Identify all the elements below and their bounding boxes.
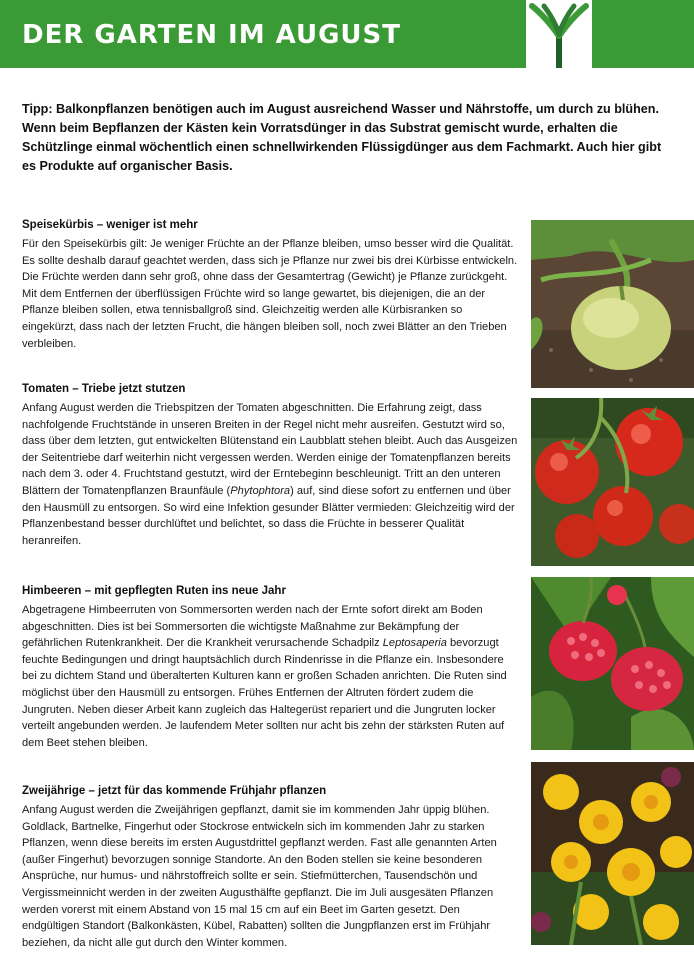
section-heading: Speisekürbis – weniger ist mehr — [22, 219, 198, 231]
section-heading: Himbeeren – mit gepflegten Ruten ins neue Jahr — [22, 585, 286, 597]
section-text: Anfang August werden die Triebspitzen der Tomaten abgeschnitten. Die Erfahrung zeigt, dass nachfolgende Fruchtstände in unseren Breiten in der Regel nicht mehr ausreifen. Gestutzt wird so, dass über dem letzten, gut entwickelten Blütenstand ein Laubblatt stehen bleibt. Auch das Ausgeizen der Seitentriebe darf weiterhin nicht vergessen werden. Werden einige der Tomatenpflanzen bereits nach dem 3. oder 4. Fruchtstand gestutzt, wird der Erntebeginn beschleunigt. Tritt an den unteren Blättern der Tomatenpflanzen Braunfäule (Phytophtora) auf, sind diese sofort zu entfernen und über den Hausmüll zu entsorgen. So wird eine Infektion gesunder Blätter vermieden: Gleichzeitig wird der Pflanzenbestand besser durchlüftet und belichtet, so dass die Früchte in besserer Qualität heranreifen. — [22, 402, 518, 547]
section-raspberry — [22, 583, 518, 751]
wallflower-photo — [531, 762, 694, 945]
section-tomato — [22, 381, 518, 549]
raspberry-photo — [531, 577, 694, 750]
section-heading: Tomaten – Triebe jetzt stutzen — [22, 383, 186, 395]
pumpkin-photo — [531, 220, 694, 388]
section-text: Anfang August werden die Zweijährigen gepflanzt, damit sie im kommenden Jahr üppig blühen. Goldlack, Bartnelke, Fingerhut oder Stockrose entwickeln sich im kommenden Jahr zu starken Pflanzen, wenn diese bereits im ersten Augustdrittel gepflanzt werden. Fast alle genannten Arten (außer Fingerhut) bevorzugen sonnige Standorte. An den Boden stellen sie keine besonderen Ansprüche, nur humus- und nährstoffreich sollte er sein. Stiefmütterchen, Tausendschön und Vergissmeinnicht werden in der zweiten Augusthälfte gepflanzt. Die im Juli ausgesäten Pflanzen werden vorerst mit einem Abstand von 15 mal 15 cm auf ein Beet im Garten gesetzt. Den endgültigen Standort (Balkonkästen, Kübel, Rabatten) sollten die Jungpflanzen erst im Frühjahr beziehen, da nicht alle gut durch den Winter kommen. — [22, 804, 497, 949]
section-text: Für den Speisekürbis gilt: Je weniger Früchte an der Pflanze bleiben, umso besser wird die Qualität. Es sollte deshalb darauf geachtet werden, dass sich je Pflanze nur zwei bis drei Kürbisse entwickeln. Die Früchte werden dann sehr groß, ohne dass der Gesamtertrag (Gewicht) je Pflanze zurückgeht. Mit dem Entfernen der überflüssigen Früchte wird so lange gewartet, bis diejenigen, die an der Pflanze bleiben sollen, etwa tennisballgroß sind. Gleichzeitig werden alle Kürbisranken so eingekürzt, dass nach der letzten Frucht, die hängen bleiben soll, noch zwei Blätter an den Trieben verbleiben. — [22, 238, 518, 350]
italic-term: Phytophtora — [230, 484, 291, 497]
tip-paragraph: Tipp: Balkonpflanzen benötigen auch im August ausreichend Wasser und Nährstoffe, um durch zu blühen. Wenn beim Bepflanzen der Kästen kein Vorratsdünger in das Substrat gemischt wurde, erhalten die Schützlinge einmal wöchentlich einen schnellwirkenden Flüssigdünger aus dem Fachmarkt. Auch hier gibt es Produkte auf organischer Basis. — [22, 102, 662, 173]
tomato-photo — [531, 398, 694, 566]
garden-logo-icon — [526, 0, 592, 68]
page-title: DER GARTEN IM AUGUST — [22, 20, 401, 50]
italic-term: Leptosaperia — [382, 637, 447, 650]
logo — [526, 0, 592, 68]
section-heading: Zweijährige – jetzt für das kommende Frühjahr pflanzen — [22, 785, 327, 797]
header-banner-right — [592, 6, 694, 66]
section-biennials — [22, 783, 518, 951]
section-pumpkin — [22, 217, 518, 352]
section-text: Abgetragene Himbeerruten von Sommersorten werden nach der Ernte sofort direkt am Boden abgeschnitten. Dies ist bei Sommersorten die wichtigste Maßnahme zur Bekämpfung der gefährlichen Rutenkrankheit. Der die Krankheit verursachende Schadpilz Leptosaperia bevorzugt feuchte Bedingungen und dringt hauptsächlich durch Rindenrisse in die Pflanze ein. Insbesondere bei zu dichtem Stand und überalterten Kulturen kann er großen Schaden anrichten. Die Ruten sind möglichst über den Hausmüll zu entsorgen. Frühes Entfernen der Altruten fördert zudem die Jungruten. Neben dieser Arbeit kann zugleich das Haltegerüst repariert und die Jungruten locker verteilt angebunden werden. Je laufendem Meter sollten nur acht bis zehn der stärksten Ruten auf dem Beet stehen bleiben. — [22, 604, 507, 749]
